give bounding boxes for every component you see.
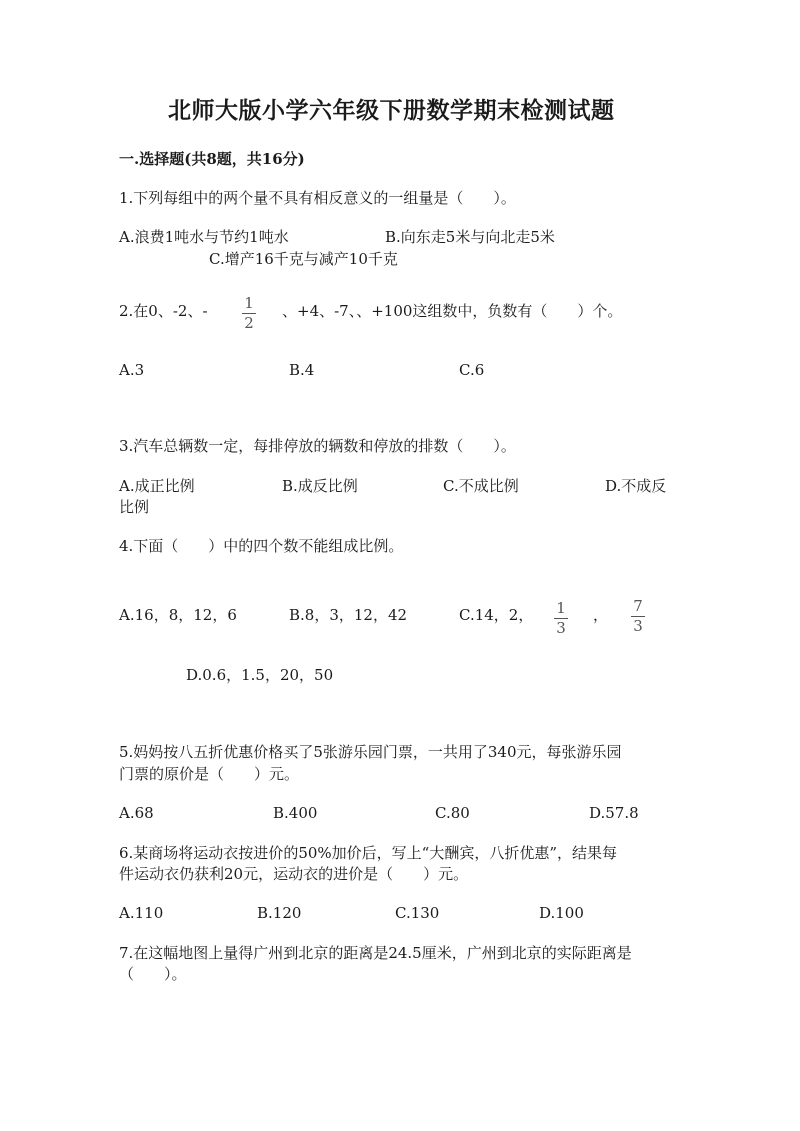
fraction-seven-thirds: [631, 599, 645, 634]
question-6-option-c[interactable]: C.130: [395, 904, 440, 922]
question-6-option-d[interactable]: D.100: [539, 904, 584, 922]
question-4-option-c[interactable]: C.14，2，: [459, 606, 534, 624]
question-2-option-b[interactable]: B.4: [289, 361, 315, 379]
question-3-text: 3.汽车总辆数一定，每排停放的辆数和停放的排数（ ）。: [119, 437, 516, 455]
question-2-text-start: 2.在0、-2、-: [119, 302, 208, 320]
question-1-option-c[interactable]: C.增产16千克与减产10千克: [209, 250, 398, 268]
question-5-option-b[interactable]: B.400: [273, 804, 318, 822]
question-3-option-c[interactable]: C.不成比例: [443, 477, 519, 495]
fraction-one-half: [242, 296, 256, 331]
question-3-option-a[interactable]: A.成正比例: [119, 477, 195, 495]
question-6-text-line2: 件运动衣仍获利20元，运动衣的进价是（ ）元。: [119, 865, 469, 883]
question-6-option-b[interactable]: B.120: [257, 904, 302, 922]
question-6-text-line1: 6.某商场将运动衣按进价的50%加价后，写上“大酬宾，八折优惠”，结果每: [119, 844, 617, 862]
question-7-text-line2: （ ）。: [119, 965, 187, 983]
question-5-option-a[interactable]: A.68: [119, 804, 154, 822]
question-4-option-a[interactable]: A.16，8，12，6: [119, 606, 237, 624]
question-4-option-b[interactable]: B.8，3，12，42: [289, 606, 408, 624]
question-5-text-line1: 5.妈妈按八五折优惠价格买了5张游乐园门票，一共用了340元，每张游乐园: [119, 743, 622, 761]
page-title: 北师大版小学六年级下册数学期末检测试题: [168, 97, 615, 124]
fraction-numerator: 7: [633, 597, 643, 615]
question-5-option-c[interactable]: C.80: [435, 804, 470, 822]
fraction-numerator: 1: [244, 294, 254, 312]
question-3-option-d[interactable]: D.不成反: [605, 477, 667, 495]
section-heading: 一.选择题(共8题，共16分): [119, 150, 305, 168]
fraction-denominator: 3: [556, 619, 566, 637]
fraction-denominator: 3: [633, 617, 643, 635]
question-6-option-a[interactable]: A.110: [119, 904, 164, 922]
question-7-text-line1: 7.在这幅地图上量得广州到北京的距离是24.5厘米，广州到北京的实际距离是: [119, 944, 632, 962]
fraction-numerator: 1: [556, 599, 566, 617]
question-4-text: 4.下面（ ）中的四个数不能组成比例。: [119, 537, 404, 555]
question-3-option-b[interactable]: B.成反比例: [282, 477, 358, 495]
fraction-denominator: 2: [244, 314, 254, 332]
question-1-option-a[interactable]: A.浪费1吨水与节约1吨水: [119, 228, 289, 246]
question-5-text-line2: 门票的原价是（ ）元。: [119, 765, 300, 783]
question-5-option-d[interactable]: D.57.8: [589, 804, 639, 822]
question-3-option-d-continued: 比例: [119, 498, 150, 516]
question-1-option-b[interactable]: B.向东走5米与向北走5米: [385, 228, 555, 246]
fraction-one-third: [554, 601, 568, 636]
question-4-option-d[interactable]: D.0.6，1.5，20，50: [186, 666, 334, 684]
question-2-option-c[interactable]: C.6: [459, 361, 485, 379]
question-4-option-c-separator: ，: [593, 606, 609, 624]
question-2-text-end: 、+4、-7、、+100这组数中，负数有（ ）个。: [282, 302, 623, 320]
question-1-text: 1.下列每组中的两个量不具有相反意义的一组量是（ ）。: [119, 189, 516, 207]
question-2-option-a[interactable]: A.3: [119, 361, 145, 379]
